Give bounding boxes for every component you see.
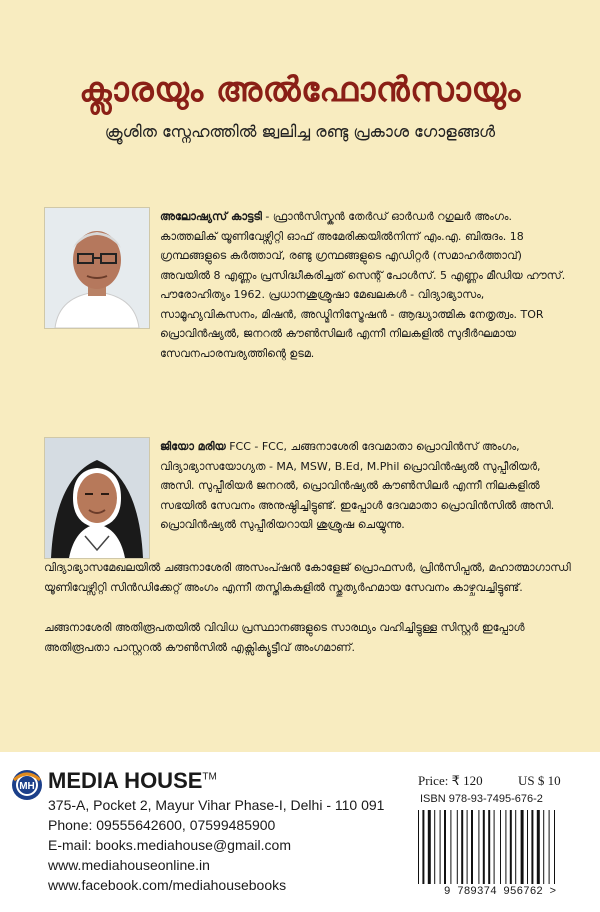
barcode-bar [500, 810, 501, 884]
barcode-bar [444, 810, 446, 884]
barcode-bar [554, 810, 555, 884]
price-inr: Price: ₹ 120 [418, 773, 483, 788]
barcode-bar [450, 810, 451, 884]
publisher-email[interactable]: E-mail: books.mediahouse@gmail.com [48, 837, 291, 853]
isbn: ISBN 978-93-7495-676-2 [420, 793, 543, 805]
publisher-phone: Phone: 09555642600, 07599485900 [48, 817, 276, 833]
barcode-bar [467, 810, 468, 884]
publisher-facebook[interactable]: www.facebook.com/mediahousebooks [48, 877, 287, 893]
barcode-bar [434, 810, 435, 884]
publisher-name [48, 768, 217, 794]
author2-para2: വിദ്യാഭ്യാസമേഖലയിൽ ചങ്ങനാശേരി അസംപ്ഷൻ കോളേജ് പ്രൊഫസർ, പ്രിൻസിപ്പൽ, മഹാത്മാഗാന്ധി യൂണിവേഴ്സിറ്റി സിൻഡിക്കേറ്റ് അംഗം എന്നീ തസ്തികകളിൽ സ്തുത്യർഹമായ സേവനം കാഴ്ചവച്ചിട്ടുണ്ട്. [44, 561, 571, 594]
barcode-bar [537, 810, 540, 884]
book-subtitle: ക്രൂശിത സ്നേഹത്തിൽ ജ്വലിച്ച രണ്ടു പ്രകാശ ഗോളങ്ങൾ [104, 122, 496, 141]
barcode-bar [521, 810, 524, 884]
barcode-bar [418, 810, 419, 884]
book-title: ക്ലാരയും അൽഫോൻസായും [79, 70, 521, 110]
logo-text: MH [19, 781, 35, 792]
author2-photo [44, 437, 150, 559]
barcode-bar [549, 810, 550, 884]
barcode-bar [457, 810, 458, 884]
barcode-bar [494, 810, 495, 884]
barcode-bar [510, 810, 512, 884]
barcode-bar [440, 810, 441, 884]
barcode-bar [515, 810, 516, 884]
barcode-number: 9 789374 956762 > [412, 886, 588, 898]
author2-bio: FCC - FCC, ചങ്ങനാശേരി ദേവമാതാ പ്രൊവിൻസ് അംഗം, വിദ്യാഭ്യാസയോഗ്യത - MA, MSW, B.Ed, M.Phil പ്രൊവിൻഷ്യൽ സുപ്പീരിയർ, അസി. സുപ്പീരിയർ ജനറൽ, പ്രൊവിൻഷ്യൽ കൗൺസിലർ എന്നീ നിലകളിൽ സഭയിൽ സേവനം അനുഷ്ഠിച്ചിട്ടുണ്ട്. ഇപ്പോൾ ദേവമാതാ പ്രൊവിൻസിൽ അസി. പ്രൊവിൻഷ്യൽ സുപ്പീരിയറായി ശുശ്രൂഷ ചെയ്യുന്നു. [160, 440, 555, 531]
barcode-bar [543, 810, 544, 884]
barcode-bar [488, 810, 490, 884]
author1-name: അലോഷ്യസ് കാട്ടടി [160, 210, 262, 223]
barcode-bar [505, 810, 506, 884]
author2-text [160, 437, 570, 535]
barcode-bar [422, 810, 424, 884]
barcode-bar [527, 810, 528, 884]
publisher-name-text: MEDIA HOUSE [48, 768, 203, 793]
author1-photo [44, 207, 150, 329]
barcode-bar [471, 810, 473, 884]
author1-text [160, 207, 570, 363]
trademark: TM [202, 771, 217, 783]
author2-name: ജിയോ മരിയ [160, 440, 226, 453]
author2-para3: ചങ്ങനാശേരി അതിരൂപതയിൽ വിവിധ പ്രസ്ഥാനങ്ങളുടെ സാരഥ്യം വഹിച്ചിട്ടുള്ള സിസ്റ്റർ ഇപ്പോൾ അതിരൂപതാ പാസ്റ്ററൽ കൗൺസിൽ എക്സിക്യൂട്ടീവ് അംഗമാണ്. [44, 621, 525, 654]
barcode-bar [461, 810, 463, 884]
barcode-bar [478, 810, 479, 884]
barcode-bar [531, 810, 533, 884]
barcode-bar [483, 810, 485, 884]
media-house-logo-icon [10, 768, 44, 802]
publisher-website[interactable]: www.mediahouseonline.in [48, 857, 210, 873]
barcode-bar [428, 810, 431, 884]
author1-bio: - ഫ്രാൻസിസ്കൻ തേർഡ് ഓർഡർ റഗുലർ അംഗം. കാത്തലിക് യൂണിവേഴ്സിറ്റി ഓഫ് അമേരിക്കയിൽനിന്ന് എം.എ. ബിരുദം. 18 ഗ്രന്ഥങ്ങളുടെ കർത്താവ്, രണ്ടു ഗ്രന്ഥങ്ങളുടെ എഡിറ്റർ (സമാഹർത്താവ്) അവയിൽ 8 എണ്ണം പ്രസിദ്ധീകരിച്ചത് സെന്റ് പോൾസ്. 5 എണ്ണം മീഡിയ ഹൗസ്. പൗരോഹിത്യം 1962. പ്രധാനശുശ്രൂഷാ മേഖലകൾ - വിദ്യാഭ്യാസം, സാമൂഹ്യവികസനം, മിഷൻ, അഡ്മിനിസ്ട്രേഷൻ - ആദ്ധ്യാത്മിക നേതൃത്വം. TOR പ്രൊവിൻഷ്യൽ, ജനറൽ കൗൺസിലർ എന്നീ നിലകളിൽ സുദീർഘമായ സേവനപാരമ്പര്യത്തിന്റെ ഉടമ. [160, 210, 566, 360]
price-usd: US $ 10 [518, 773, 561, 788]
publisher-address: 375-A, Pocket 2, Mayur Vihar Phase-I, Delhi - 110 091 [48, 797, 385, 813]
